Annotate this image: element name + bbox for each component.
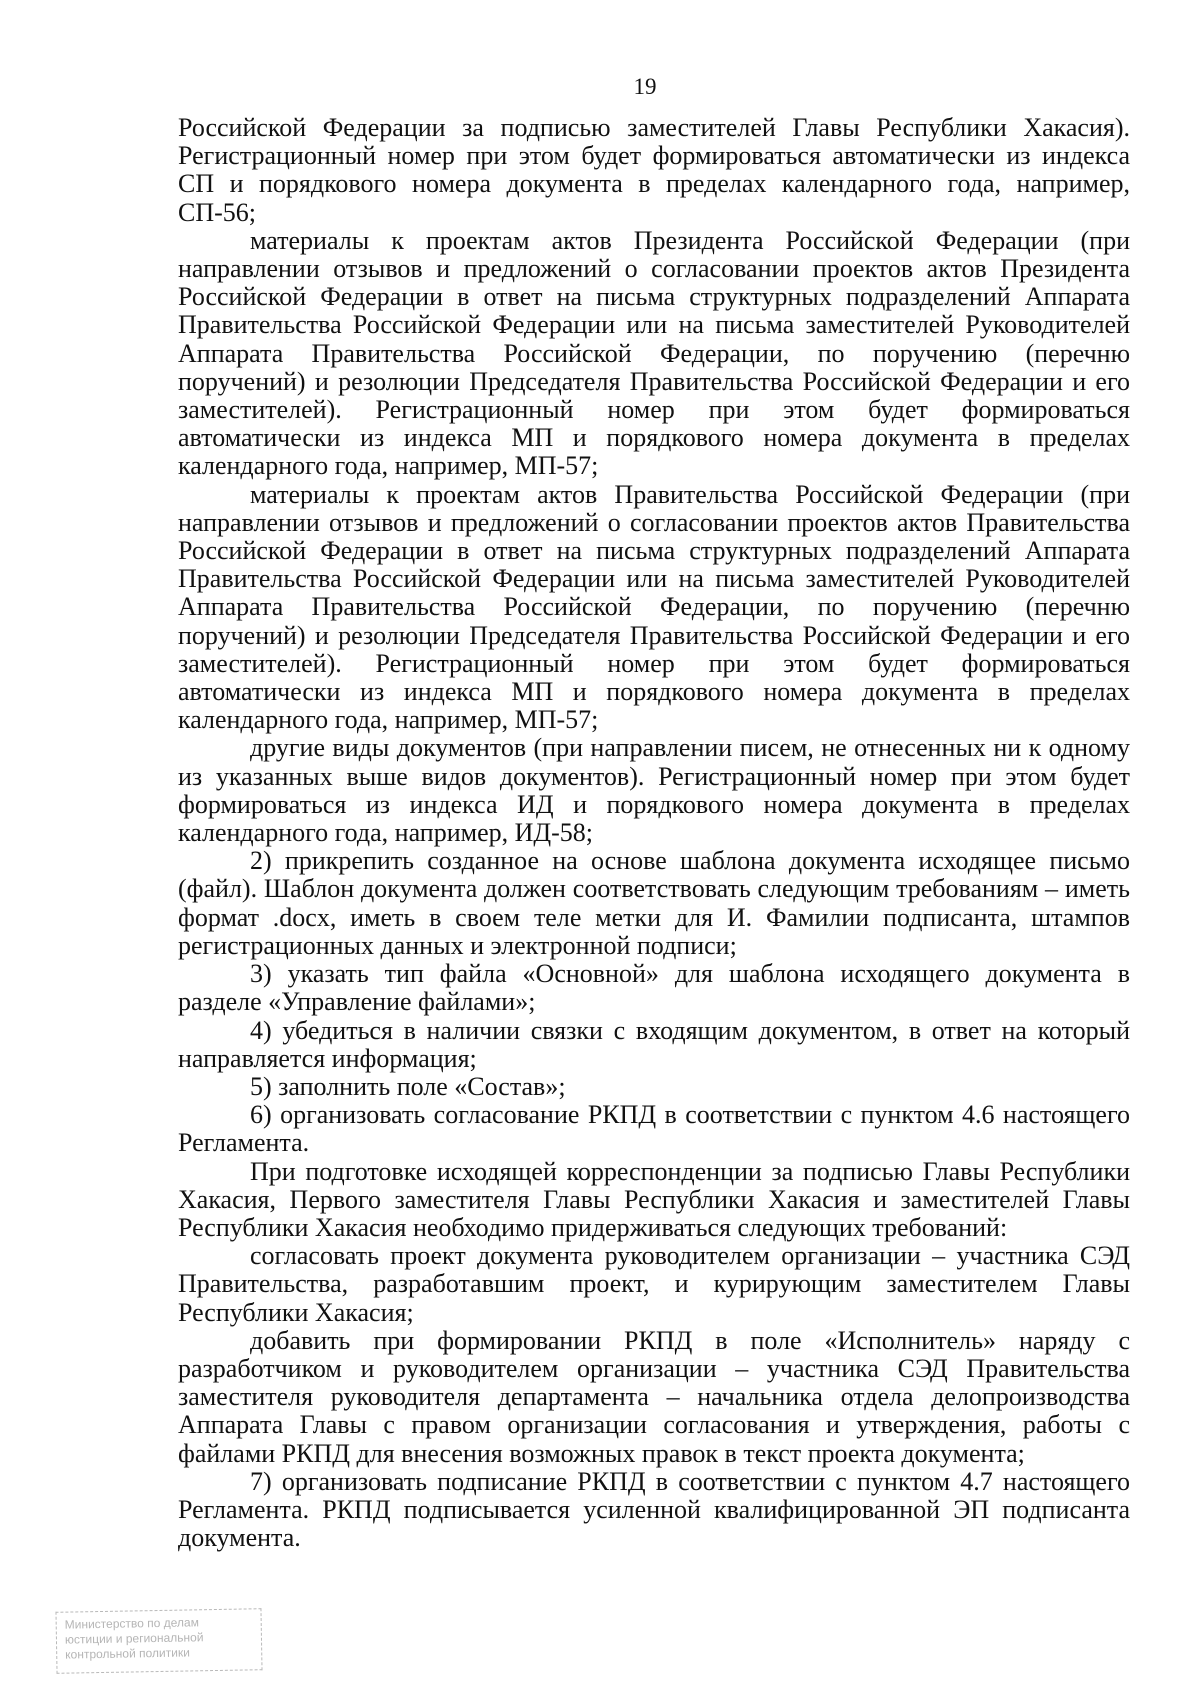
paragraph-11: согласовать проект документа руководителем организации – участника СЭД Правительства, разработавшим проект, и курирующим заместителем Главы Республики Хакасия;	[178, 1241, 1130, 1327]
paragraph-13: 7) организовать подписание РКПД в соответствии с пунктом 4.7 настоящего Регламента. РКПД подписывается усиленной квалифицированной ЭП подписанта документа.	[178, 1466, 1130, 1553]
paragraph-4: другие виды документов (при направлении писем, не отнесенных ни к одному из указанных выше видов документов). Регистрационный номер при этом будет формироваться из индекса ИД и порядкового номера документа в пределах календарного года, например, ИД-58;	[178, 733, 1130, 848]
paragraph-9: 6) организовать согласование РКПД в соответствии с пунктом 4.6 настоящего Регламента.	[178, 1100, 1130, 1158]
stamp-line-1: Министерство по делам	[64, 1615, 200, 1632]
registration-stamp	[55, 1608, 262, 1674]
stamp-line-3: контрольной политики	[65, 1645, 190, 1662]
paragraph-10: При подготовке исходящей корреспонденции за подписью Главы Республики Хакасия, Первого заместителя Главы Республики Хакасия и заместителей Главы Республики Хакасия необходимо придерживаться следующих требований:	[178, 1156, 1130, 1242]
paragraph-8: 5) заполнить поле «Состав»;	[250, 1071, 566, 1101]
paragraph-3: материалы к проектам актов Правительства Российской Федерации (при направлении отзывов и предложений о согласовании проектов актов Правительства Российской Федерации в ответ на письма структурных подразделений Аппарата Правительства Российской Федерации или на письма заместителей Руководителей Аппарата Правительства Российской Федерации, по поручению (перечню поручений) и резолюции Председателя Правительства Российской Федерации и его заместителей). Регистрационный номер при этом будет формироваться автоматически из индекса МП и порядкового номера документа в пределах календарного года, например, МП-57;	[178, 479, 1130, 735]
paragraph-2: материалы к проектам актов Президента Российской Федерации (при направлении отзывов и предложений о согласовании проектов актов Президента Российской Федерации в ответ на письма структурных подразделений Аппарата Правительства Российской Федерации или на письма заместителей Руководителей Аппарата Правительства Российской Федерации, по поручению (перечню поручений) и резолюции Председателя Правительства Российской Федерации и его заместителей). Регистрационный номер при этом будет формироваться автоматически из индекса МП и порядкового номера документа в пределах календарного года, например, МП-57;	[178, 225, 1130, 481]
paragraph-5: 2) прикрепить созданное на основе шаблона документа исходящее письмо (файл). Шаблон документа должен соответствовать следующим требованиям – иметь формат .docx, иметь в своем теле метки для И. Фамилии подписанта, штампов регистрационных данных и электронной подписи;	[178, 846, 1130, 960]
stamp-line-2: юстиции и региональной	[64, 1630, 204, 1647]
paragraph-7: 4) убедиться в наличии связки с входящим документом, в ответ на который направляется информация;	[178, 1015, 1130, 1073]
paragraph-6: 3) указать тип файла «Основной» для шаблона исходящего документа в разделе «Управление файлами»;	[178, 959, 1130, 1017]
document-body	[178, 114, 1130, 1552]
paragraph-1: Российской Федерации за подписью заместителей Главы Республики Хакасия). Регистрационный номер при этом будет формироваться автоматически из индекса СП и порядкового номера документа в пределах календарного года, например, СП-56;	[178, 113, 1130, 227]
paragraph-12: добавить при формировании РКПД в поле «Исполнитель» наряду с разработчиком и руководителем организации – участника СЭД Правительства заместителя руководителя департамента – начальника отдела делопроизводства Аппарата Главы с правом организации согласования и утверждения, работы с файлами РКПД для внесения возможных правок в текст проекта документа;	[178, 1325, 1130, 1468]
page-number: 19	[633, 74, 657, 99]
